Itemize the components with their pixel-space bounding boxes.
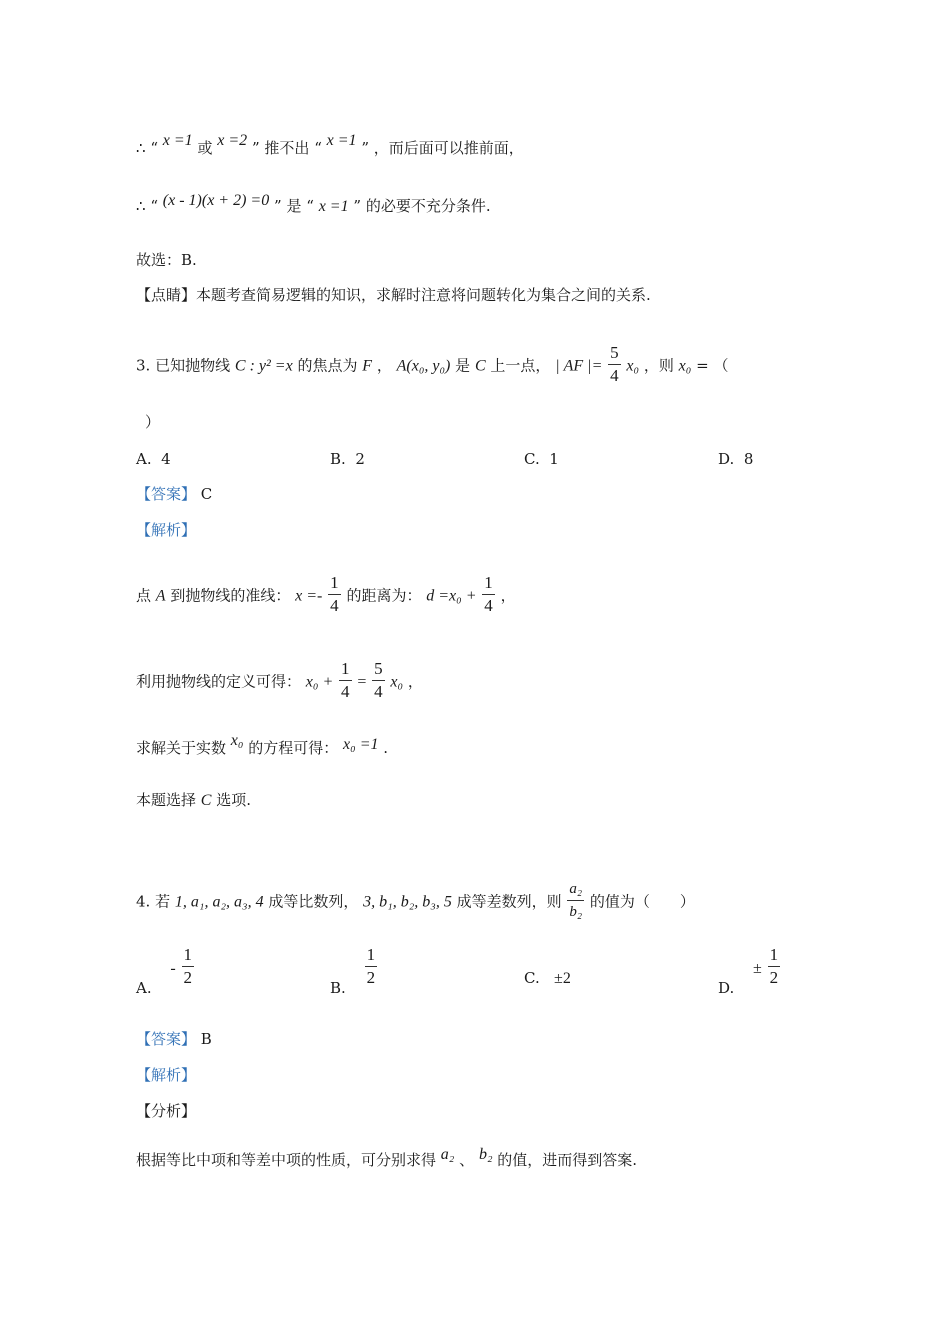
math-AF-lhs: | AF |= xyxy=(555,357,603,375)
q3-option-d: D. 8 xyxy=(718,450,754,468)
q4-option-a: A. - $\frac{1}{2}$ xyxy=(136,945,192,997)
fraction-a2-over-b2: $\frac{\text{a₂}}{\text{b₂}}$ xyxy=(567,878,584,923)
question-3-close-paren: ） xyxy=(145,413,161,431)
solution-step-3: 求解关于实数 x₀ 的方程可得： x₀ =1 . xyxy=(136,732,389,757)
fraction-1-over-2: $\frac{1}{2}$ xyxy=(769,945,779,987)
solution-step-1: 点 A 到抛物线的准线： x =- $\frac{1}{4}$ 的距离为： d =x₀ + $\frac{1}{4}$ ， xyxy=(136,573,516,615)
paragraph-conclusion-1: ∴ “ x =1 或 x =2 ” 推不出 “ x =1 ” ，而后面可以推前面， xyxy=(136,132,524,157)
fraction-1-over-4: $\frac{1}{4}$ xyxy=(341,659,350,701)
q3-answer xyxy=(136,484,212,504)
math-directrix: x =- xyxy=(295,587,323,605)
math-x-eq-1: x =1 xyxy=(318,198,349,215)
answer-value: C xyxy=(200,485,213,503)
q3-analysis-label: 【解析】 xyxy=(136,521,197,539)
math-parabola: C : y² =x xyxy=(234,357,293,375)
math-arithmetic-seq: 3, b₁, b₂, b₃, 5 xyxy=(363,893,452,911)
math-curve-C: C xyxy=(474,357,486,375)
math-x-eq-2: x =2 xyxy=(217,132,248,149)
fraction-1-over-2: $\frac{1}{2}$ xyxy=(366,945,376,987)
fraction-5-over-4: $\frac{5}{4}$ xyxy=(374,659,383,701)
q3-option-b: B. 2 xyxy=(330,450,365,468)
answer-value: B xyxy=(200,1030,212,1048)
dianjing-note: 【点睛】本题考查简易逻辑的知识，求解时注意将问题转化为集合之间的关系. xyxy=(136,286,651,304)
solution-step-2: 利用抛物线的定义可得： x₀ + $\frac{1}{4}$ = $\frac{5}{4}$ x₀ ， xyxy=(136,659,423,701)
choice-statement: 故选：B. xyxy=(136,251,197,269)
math-x-eq-1b: x =1 xyxy=(326,132,357,149)
math-x-eq-1: x =1 xyxy=(162,132,193,149)
math-product-expression: (x - 1)(x + 2) =0 xyxy=(162,192,270,209)
question-3: 3. 已知抛物线 C : y² =x 的焦点为 F ， A(x₀, y₀) 是 C 上一点， | AF |= $\frac{5}{4}$ x₀ ，则 x₀ = （ xyxy=(136,343,729,385)
math-distance: d =x₀ + xyxy=(426,587,477,605)
q4-fenxi-label: 【分析】 xyxy=(136,1102,197,1120)
math-result: x₀ =1 xyxy=(343,736,379,753)
answer-label: 【答案】 xyxy=(136,485,197,503)
math-focus-F: F xyxy=(362,357,373,375)
therefore-symbol: ∴ xyxy=(136,139,146,157)
therefore-symbol: ∴ xyxy=(136,197,146,215)
question-number: 3. xyxy=(136,356,151,375)
question-4: 4. 若 1, a₁, a₂, a₃, 4 成等比数列， 3, b₁, b₂, b₃, 5 成等差数列，则 $\frac{\text{a₂}}{\text{b₂}}$ 的值为（ ） xyxy=(136,880,695,925)
question-number: 4. xyxy=(136,892,151,911)
fraction-1-over-4b: $\frac{1}{4}$ xyxy=(484,573,493,615)
fraction-5-over-4: $\frac{5}{4}$ xyxy=(610,343,619,385)
math-geometric-seq: 1, a₁, a₂, a₃, 4 xyxy=(174,893,264,911)
q3-option-a: A. 4 xyxy=(136,450,171,468)
q4-analysis-label: 【解析】 xyxy=(136,1066,197,1084)
answer-label: 【答案】 xyxy=(136,1030,197,1048)
q4-option-c: C. ±2 xyxy=(524,969,571,987)
q3-option-c: C. 1 xyxy=(524,450,559,468)
q4-option-d: D. ± $\frac{1}{2}$ xyxy=(718,945,779,997)
solution-conclusion: 本题选择 C 选项. xyxy=(136,791,252,809)
q4-answer xyxy=(136,1029,212,1049)
q4-analysis-text: 根据等比中项和等差中项的性质，可分别求得 a₂ 、 b₂ 的值，进而得到答案. xyxy=(136,1146,638,1169)
q4-option-b: B. $\frac{1}{2}$ xyxy=(330,945,376,997)
paragraph-conclusion-2: ∴ “ (x - 1)(x + 2) =0 ” 是 “ x =1 ” 的必要不充分条件. xyxy=(136,192,491,215)
math-point-A: A(x₀, y₀) xyxy=(396,357,451,375)
fraction-1-over-4: $\frac{1}{4}$ xyxy=(330,573,339,615)
fraction-1-over-2: $\frac{1}{2}$ xyxy=(183,945,192,987)
